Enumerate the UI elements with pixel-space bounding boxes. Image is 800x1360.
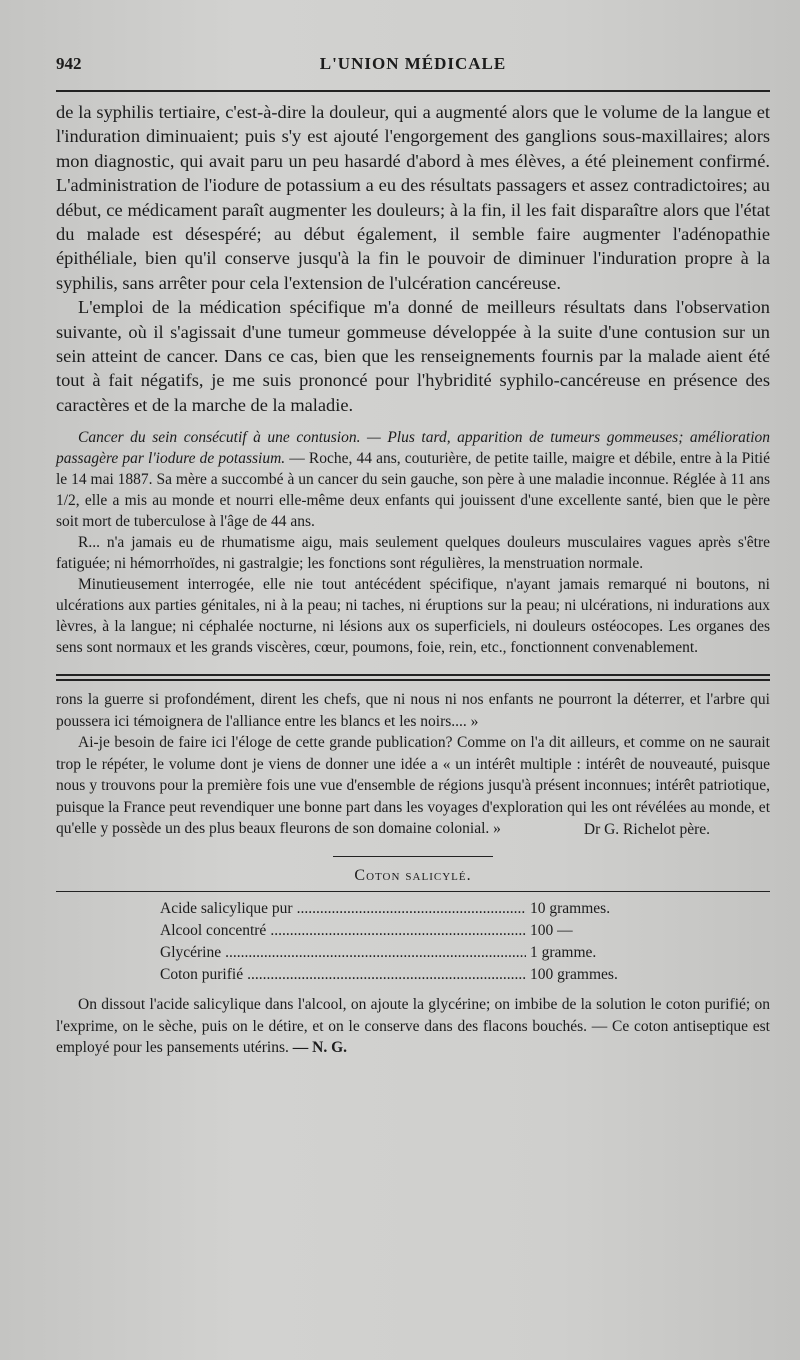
ingredient-quantity: 1 gramme. bbox=[530, 944, 597, 962]
case-report bbox=[56, 427, 770, 658]
page-number: 942 bbox=[56, 54, 82, 73]
section-divider bbox=[333, 856, 493, 857]
header-rule bbox=[56, 90, 770, 92]
case-paragraph: R... n'a jamais eu de rhumatisme aigu, mais seulement quelques douleurs musculaires vagues après s'être fatiguée; ni hémorrhoïdes, ni gastralgie; les fonctions sont régulières, la menstruation normale. bbox=[56, 534, 770, 573]
leader-dots bbox=[247, 964, 526, 986]
ingredient-name: Acide salicylique pur bbox=[160, 900, 293, 918]
case-paragraph bbox=[56, 427, 770, 532]
recipe bbox=[56, 867, 770, 1059]
leader-dots bbox=[297, 898, 526, 920]
ingredient-name: Glycérine bbox=[160, 944, 222, 962]
body-paragraph: de la syphilis tertiaire, c'est-à-dire la douleur, qui a augmenté alors que le volume de la langue et l'induration diminuaient; puis s'y est ajouté l'engorgement des ganglions sous-maxillaires; alors mon diagnostic, qui avait paru un peu hasardé d'abord à mes élèves, a été pleinement confirmé. L'administration de l'iodure de potassium a eu des résultats passagers et assez contradictoires; au début, ce médicament paraît augmenter les douleurs; à la fin, il les fait disparaître alors que l'état du malade est désespéré; au début également, il semble faire augmenter l'adénopathie épithéliale, bien qu'il conserve jusqu'à la fin le pouvoir de diminuer l'induration propre à la syphilis, sans arrêter pour cela l'extension de l'ulcération cancéreuse. bbox=[56, 102, 770, 293]
ingredient-name: Coton purifié bbox=[160, 966, 244, 984]
ingredient-name: Alcool concentré bbox=[160, 922, 267, 940]
ingredient-row bbox=[160, 898, 640, 920]
recipe-author: — N. G. bbox=[288, 1039, 348, 1057]
leader-dots bbox=[270, 920, 526, 942]
running-head bbox=[56, 48, 770, 82]
recipe-rule bbox=[56, 891, 770, 892]
instructions-text: On dissout l'acide salicylique dans l'alcool, on ajoute la glycérine; on imbibe de la solution le coton purifié; on l'exprime, on le sèche, puis on le détire, et on le conserve dans des flacons bouchés. — Ce coton antiseptique est employé pour les pansements utérins. bbox=[56, 996, 770, 1057]
ingredient-quantity: 100 grammes. bbox=[530, 966, 618, 984]
recipe-instructions bbox=[56, 994, 770, 1059]
ingredient-row bbox=[160, 942, 640, 964]
ingredient-row bbox=[160, 920, 640, 942]
ingredient-quantity: 10 grammes. bbox=[530, 900, 611, 918]
ingredient-list bbox=[160, 898, 640, 986]
feuilleton-divider bbox=[56, 674, 770, 681]
body-paragraph: L'emploi de la médication spécifique m'a donné de meilleurs résultats dans l'observation suivante, où il s'agissait d'une tumeur gommeuse développée à la suite d'une contusion sur un sein atteint de cancer. Dans ce cas, bien que les renseignements fournis par la malade aient été tout à fait négatifs, je me suis prononcé pour l'hybridité syphilo-cancéreuse en présence des caractères et de la marche de la maladie. bbox=[56, 297, 770, 415]
feuilleton-paragraph: rons la guerre si profondément, dirent les chefs, que ni nous ni nos enfants ne pourront la déterrer, et l'arbre qui poussera ici témoignera de l'alliance entre les blancs et les noirs.... » bbox=[56, 691, 770, 730]
leader-dots bbox=[225, 942, 526, 964]
instructions-paragraph bbox=[56, 994, 770, 1059]
case-paragraph: Minutieusement interrogée, elle nie tout antécédent spécifique, n'ayant jamais remarqué ni boutons, ni ulcérations aux parties génitales, ni à la peau; ni taches, ni éruptions sur la peau; ni ulcérations, ni indurations aux lèvres, à la langue; ni céphalée nocturne, ni lésions aux os superficiels, ni douleurs ostéocopes. Les organes des sens sont normaux et les grands viscères, cœur, poumons, foie, rein, etc., fonctionnent convenablement. bbox=[56, 576, 770, 657]
ingredient-quantity: 100 — bbox=[530, 922, 573, 940]
case-intro: — Roche, 44 ans, couturière, de petite taille, maigre et débile, entre à la Pitié le 14 mai 1887. Sa mère a succombé à un cancer du sein gauche, son père à une maladie inconnue. Réglée à 11 ans 1/2, elle a mis au monde et nourri elle-même deux enfants qui jouissent d'une excellente santé, bien que le père soit mort de tuberculose à l'âge de 44 ans. bbox=[56, 450, 770, 531]
case-title: Cancer du sein consécutif à une contusion. — Plus tard, apparition de tumeurs gommeuses; amélioration passagère par l'iodure de potassium. bbox=[56, 429, 770, 468]
feuilleton-paragraph: Ai-je besoin de faire ici l'éloge de cette grande publication? Comme on l'a dit ailleurs, et comme on ne saurait trop le répéter, le volume dont je viens de donner une idée a « un intérêt multiple : intérêt de nouveauté, puisque nous y trouvons pour la première fois une vue d'ensemble de régions jusqu'à présent inconnues; intérêt patriotique, puisque la France peut revendiquer une bonne part dans les voyages d'exploration qui les ont révélées au monde, et qu'elle y possède un des plus beaux fleurons de son domaine colonial. » bbox=[56, 734, 770, 838]
signature: Dr G. Richelot père. bbox=[583, 820, 710, 838]
recipe-title: Coton salicylé. bbox=[354, 867, 472, 885]
main-text bbox=[56, 100, 770, 417]
feuilleton bbox=[56, 689, 770, 840]
journal-title: L'UNION MÉDICALE bbox=[319, 54, 507, 73]
ingredient-row bbox=[160, 964, 640, 986]
